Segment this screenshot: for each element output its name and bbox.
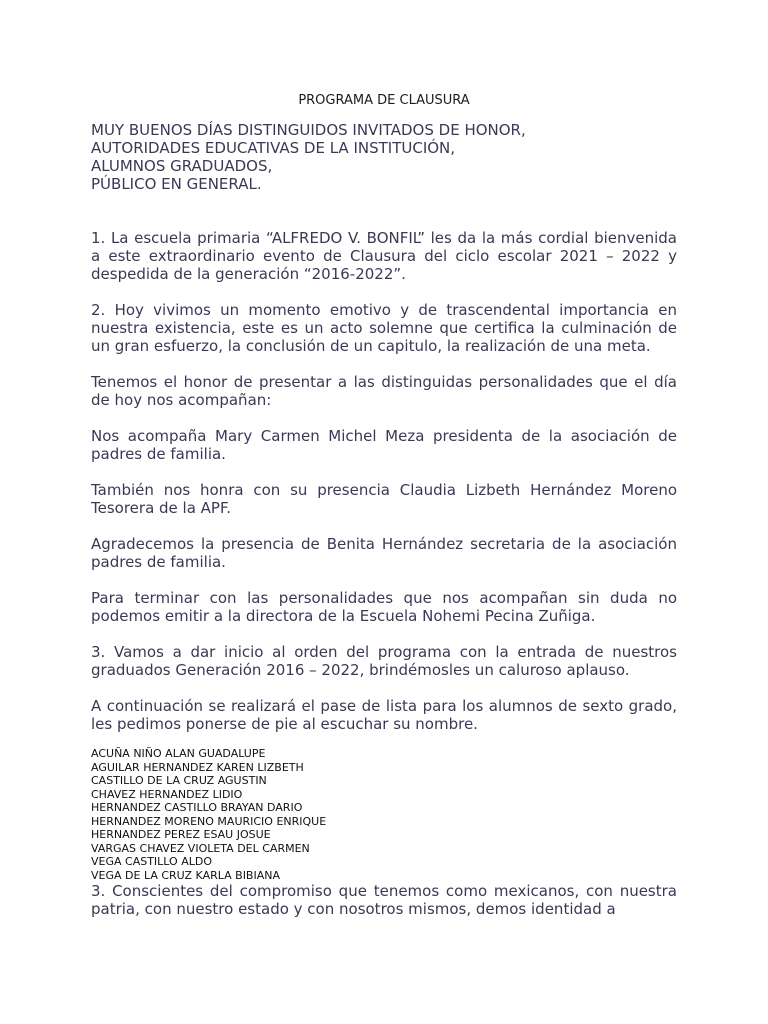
student-list — [91, 747, 677, 882]
paragraph-pase-lista: A continuación se realizará el pase de lista para los alumnos de sexto grado, les pedimos ponerse de pie al escuchar su nombre. — [91, 697, 677, 733]
greeting-line: ALUMNOS GRADUADOS, — [91, 157, 273, 175]
list-item: ACUÑA NIÑO ALAN GUADALUPE — [91, 747, 266, 760]
paragraph-welcome: 1. La escuela primaria “ALFREDO V. BONFIL” les da la más cordial bienvenida a este extraordinario evento de Clausura del ciclo escolar 2021 – 2022 y despedida de la generación “2016-2022”. — [91, 229, 677, 283]
document-body — [91, 92, 677, 918]
list-item: VEGA CASTILLO ALDO — [91, 855, 212, 868]
greeting-block — [91, 121, 677, 193]
spacer — [91, 733, 677, 747]
spacer — [91, 571, 677, 589]
list-item: VARGAS CHAVEZ VIOLETA DEL CARMEN — [91, 841, 310, 855]
paragraph-directora: Para terminar con las personalidades que nos acompañan sin duda no podemos emitir a la directora de la Escuela Nohemi Pecina Zuñiga. — [91, 589, 677, 625]
list-item: HERNANDEZ MORENO MAURICIO ENRIQUE — [91, 814, 327, 828]
document-title: PROGRAMA DE CLAUSURA — [298, 93, 470, 108]
spacer — [91, 283, 677, 301]
spacer — [91, 625, 677, 643]
paragraph-moment: 2. Hoy vivimos un momento emotivo y de trascendental importancia en nuestra existencia, este es un acto solemne que certifica la culminación de un gran esfuerzo, la conclusión de un capitulo, la realización de una meta. — [91, 301, 677, 355]
paragraph-secretaria: Agradecemos la presencia de Benita Hernández secretaria de la asociación padres de familia. — [91, 535, 677, 571]
spacer — [91, 355, 677, 373]
greeting-line: AUTORIDADES EDUCATIVAS DE LA INSTITUCIÓN, — [91, 139, 456, 157]
list-item: HERNANDEZ PEREZ ESAU JOSUE — [91, 828, 271, 841]
paragraph-honor: Tenemos el honor de presentar a las distinguidas personalidades que el día de hoy nos acompañan: — [91, 373, 677, 409]
list-item: CHAVEZ HERNANDEZ LIDIO — [91, 787, 243, 801]
spacer — [91, 409, 677, 427]
paragraph-entrada: 3. Vamos a dar inicio al orden del programa con la entrada de nuestros graduados Generación 2016 – 2022, brindémosles un caluroso aplauso. — [91, 643, 677, 679]
paragraph-presidenta: Nos acompaña Mary Carmen Michel Meza presidenta de la asociación de padres de familia. — [91, 427, 677, 463]
list-item: HERNANDEZ CASTILLO BRAYAN DARIO — [91, 801, 303, 814]
spacer — [91, 679, 677, 697]
spacer — [91, 463, 677, 481]
list-item: CASTILLO DE LA CRUZ AGUSTIN — [91, 774, 267, 787]
paragraph-tesorera: También nos honra con su presencia Claudia Lizbeth Hernández Moreno Tesorera de la APF. — [91, 481, 677, 517]
list-item: AGUILAR HERNANDEZ KAREN LIZBETH — [91, 760, 304, 774]
paragraph-compromiso: 3. Conscientes del compromiso que tenemos como mexicanos, con nuestra patria, con nuestro estado y con nosotros mismos, demos identidad a — [91, 882, 677, 918]
spacer — [91, 193, 677, 229]
greeting-line: MUY BUENOS DÍAS DISTINGUIDOS INVITADOS DE HONOR, — [91, 121, 526, 139]
list-item: VEGA DE LA CRUZ KARLA BIBIANA — [91, 868, 281, 882]
spacer — [91, 517, 677, 535]
greeting-line: PÚBLICO EN GENERAL. — [91, 175, 262, 193]
